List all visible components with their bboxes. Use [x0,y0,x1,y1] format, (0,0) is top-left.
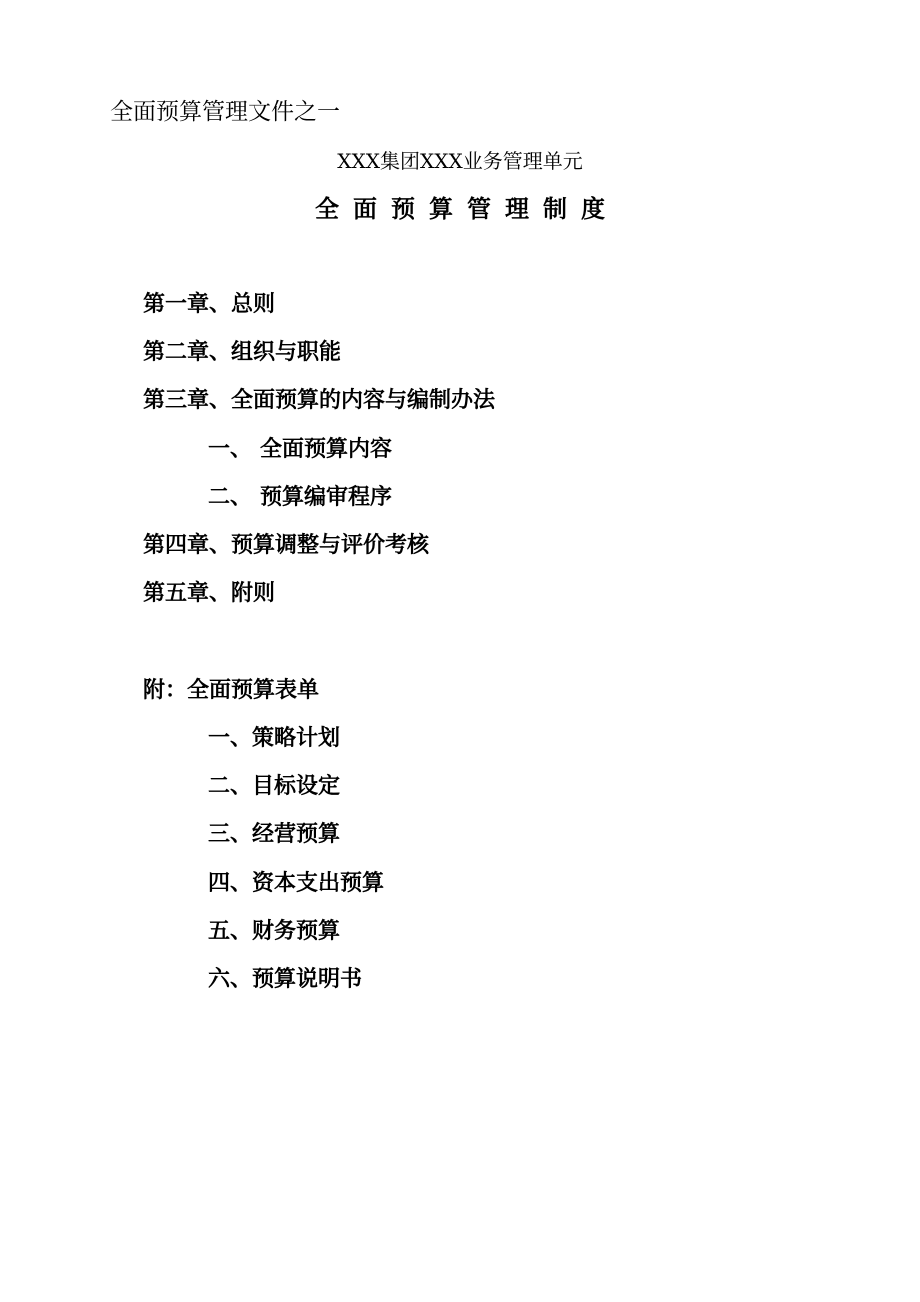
section-text: 全面预算内容 [260,437,393,462]
appendix-item: 一、策略计划 [208,726,341,751]
toc-chapter-3: 第三章、全面预算的内容与编制办法 [143,388,496,413]
toc-chapter-2: 第二章、组织与职能 [143,340,342,365]
toc-chapter-3-section-2 [208,482,392,514]
toc-chapter-5: 第五章、附则 [143,581,276,606]
appendix-item: 五、财务预算 [208,919,341,944]
toc-chapter-4: 第四章、预算调整与评价考核 [143,533,430,558]
section-number: 一、 [208,437,253,462]
appendix-item: 六、预算说明书 [208,967,363,992]
appendix-item: 三、经营预算 [208,822,341,847]
toc-chapter-1: 第一章、总则 [143,292,276,317]
document-title: 全面预算管理制度 [315,195,619,223]
toc-chapter-3-section-1 [208,434,392,466]
section-number: 二、 [208,485,253,510]
document-label: 全面预算管理文件之一 [110,99,340,125]
section-text: 预算编审程序 [260,485,393,510]
appendix-item: 四、资本支出预算 [208,871,385,896]
appendix-heading: 附：全面预算表单 [143,678,320,703]
appendix-item: 二、目标设定 [208,774,341,799]
organization-line: XXX集团XXX业务管理单元 [337,149,583,173]
